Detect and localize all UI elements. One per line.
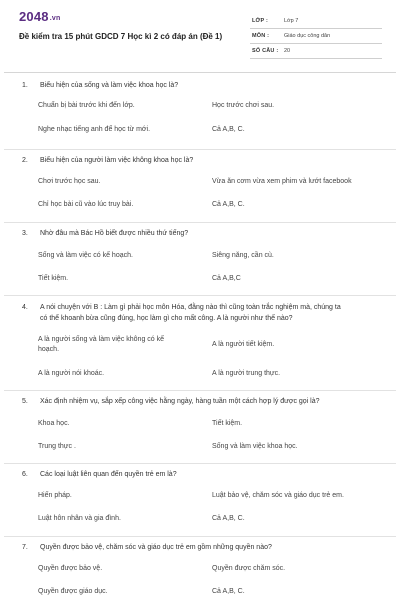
option-d[interactable]: Cả A,B,C	[212, 275, 241, 282]
option-c[interactable]: Trung thực .	[38, 443, 76, 450]
option-c[interactable]: Luật hôn nhân và gia đình.	[38, 515, 121, 522]
info-value: 20	[284, 48, 291, 54]
question-6	[4, 464, 396, 537]
question-text: Xác định nhiệm vụ, sắp xếp công việc hằng ngày, hàng tuần một cách hợp lý được gọi là?	[40, 398, 320, 405]
option-d[interactable]: Cả A,B, C.	[212, 588, 245, 595]
question-number: 1.	[22, 82, 28, 89]
option-b[interactable]: Luật bảo vệ, chăm sóc và giáo dục trẻ em.	[212, 492, 344, 499]
question-list	[0, 74, 400, 600]
site-logo[interactable]	[19, 9, 60, 24]
document-header	[0, 0, 400, 70]
option-b[interactable]: Quyền được chăm sóc.	[212, 565, 286, 572]
question-number: 4.	[22, 304, 28, 311]
option-b[interactable]: Tiết kiệm.	[212, 420, 243, 427]
option-a[interactable]: Hiến pháp.	[38, 492, 72, 499]
question-text: Các loại luật liên quan đến quyền trẻ em là?	[40, 471, 177, 478]
question-number: 5.	[22, 398, 28, 405]
info-key: LỚP :	[252, 18, 268, 24]
question-3	[4, 223, 396, 296]
option-b[interactable]: Vừa ăn cơm vừa xem phim và lướt facebook	[212, 178, 352, 185]
option-c[interactable]: Tiết kiệm.	[38, 275, 69, 282]
option-c[interactable]: Quyền được giáo dục.	[38, 588, 108, 595]
question-7	[4, 537, 396, 600]
option-d[interactable]: Cả A,B, C.	[212, 201, 245, 208]
question-5	[4, 391, 396, 464]
question-number: 7.	[22, 544, 28, 551]
option-a[interactable]: Chơi trước học sau.	[38, 178, 101, 185]
option-d[interactable]: Cả A,B, C.	[212, 515, 245, 522]
info-value: Giáo dục công dân	[284, 33, 331, 39]
question-1	[4, 74, 396, 150]
option-a[interactable]: Chuẩn bị bài trước khi đến lớp.	[38, 102, 135, 109]
option-d[interactable]: Cả A,B, C.	[212, 126, 245, 133]
document-title: Đề kiểm tra 15 phút GDCD 7 Học kì 2 có đáp án (Đề 1)	[19, 32, 223, 41]
info-key: MÔN :	[252, 33, 270, 39]
question-2	[4, 150, 396, 223]
option-a-line-1[interactable]: A là người sống và làm việc không có kế	[38, 336, 165, 343]
header-divider	[4, 72, 396, 73]
option-c[interactable]: Nghe nhạc tiếng anh để học từ mới.	[38, 126, 151, 133]
option-d[interactable]: Sống và làm việc khoa học.	[212, 443, 298, 450]
question-number: 2.	[22, 157, 28, 164]
info-row-subject	[250, 29, 382, 44]
question-text: Nhờ đâu mà Bác Hồ biết được nhiều thứ tiếng?	[40, 230, 189, 237]
question-text: Quyền được bảo vệ, chăm sóc và giáo dục trẻ em gồm những quyền nào?	[40, 544, 272, 551]
option-c[interactable]: Chỉ học bài cũ vào lúc truy bài.	[38, 201, 134, 208]
question-number: 6.	[22, 471, 28, 478]
logo-main-text: 2048	[19, 9, 49, 24]
question-text: Biểu hiện của sống và làm việc khoa học là?	[40, 82, 179, 89]
option-b[interactable]: Siêng năng, cần cù.	[212, 252, 274, 259]
option-c[interactable]: A là người nói khoác.	[38, 370, 105, 377]
option-d[interactable]: A là người trung thực.	[212, 370, 281, 377]
info-value: Lớp 7	[284, 18, 299, 24]
info-row-count	[250, 44, 382, 59]
option-b[interactable]: Học trước chơi sau.	[212, 102, 275, 109]
question-number: 3.	[22, 230, 28, 237]
question-text: Biểu hiện của người làm việc không khoa học là?	[40, 157, 194, 164]
option-a[interactable]: Sống và làm việc có kế hoạch.	[38, 252, 133, 259]
option-a[interactable]: Khoa học.	[38, 420, 70, 427]
question-4	[4, 296, 396, 391]
question-text-line-1: A nói chuyện với B : Làm gì phải học môn Hóa, đằng nào thì cũng toàn trắc nghiệm mà, chúng ta	[40, 304, 341, 311]
info-row-class	[250, 14, 382, 29]
option-b[interactable]: A là người tiết kiệm.	[212, 341, 275, 348]
question-text-line-2: có thể khoanh bừa cũng đúng, học làm gì cho mất công. A là người như thế nào?	[40, 315, 293, 322]
info-table	[250, 14, 382, 59]
logo-suffix-text: .vn	[49, 15, 61, 22]
option-a[interactable]: Quyền được bảo vệ.	[38, 565, 103, 572]
option-a-line-2[interactable]: hoạch.	[38, 346, 60, 353]
info-key: SỐ CÂU :	[252, 48, 279, 54]
